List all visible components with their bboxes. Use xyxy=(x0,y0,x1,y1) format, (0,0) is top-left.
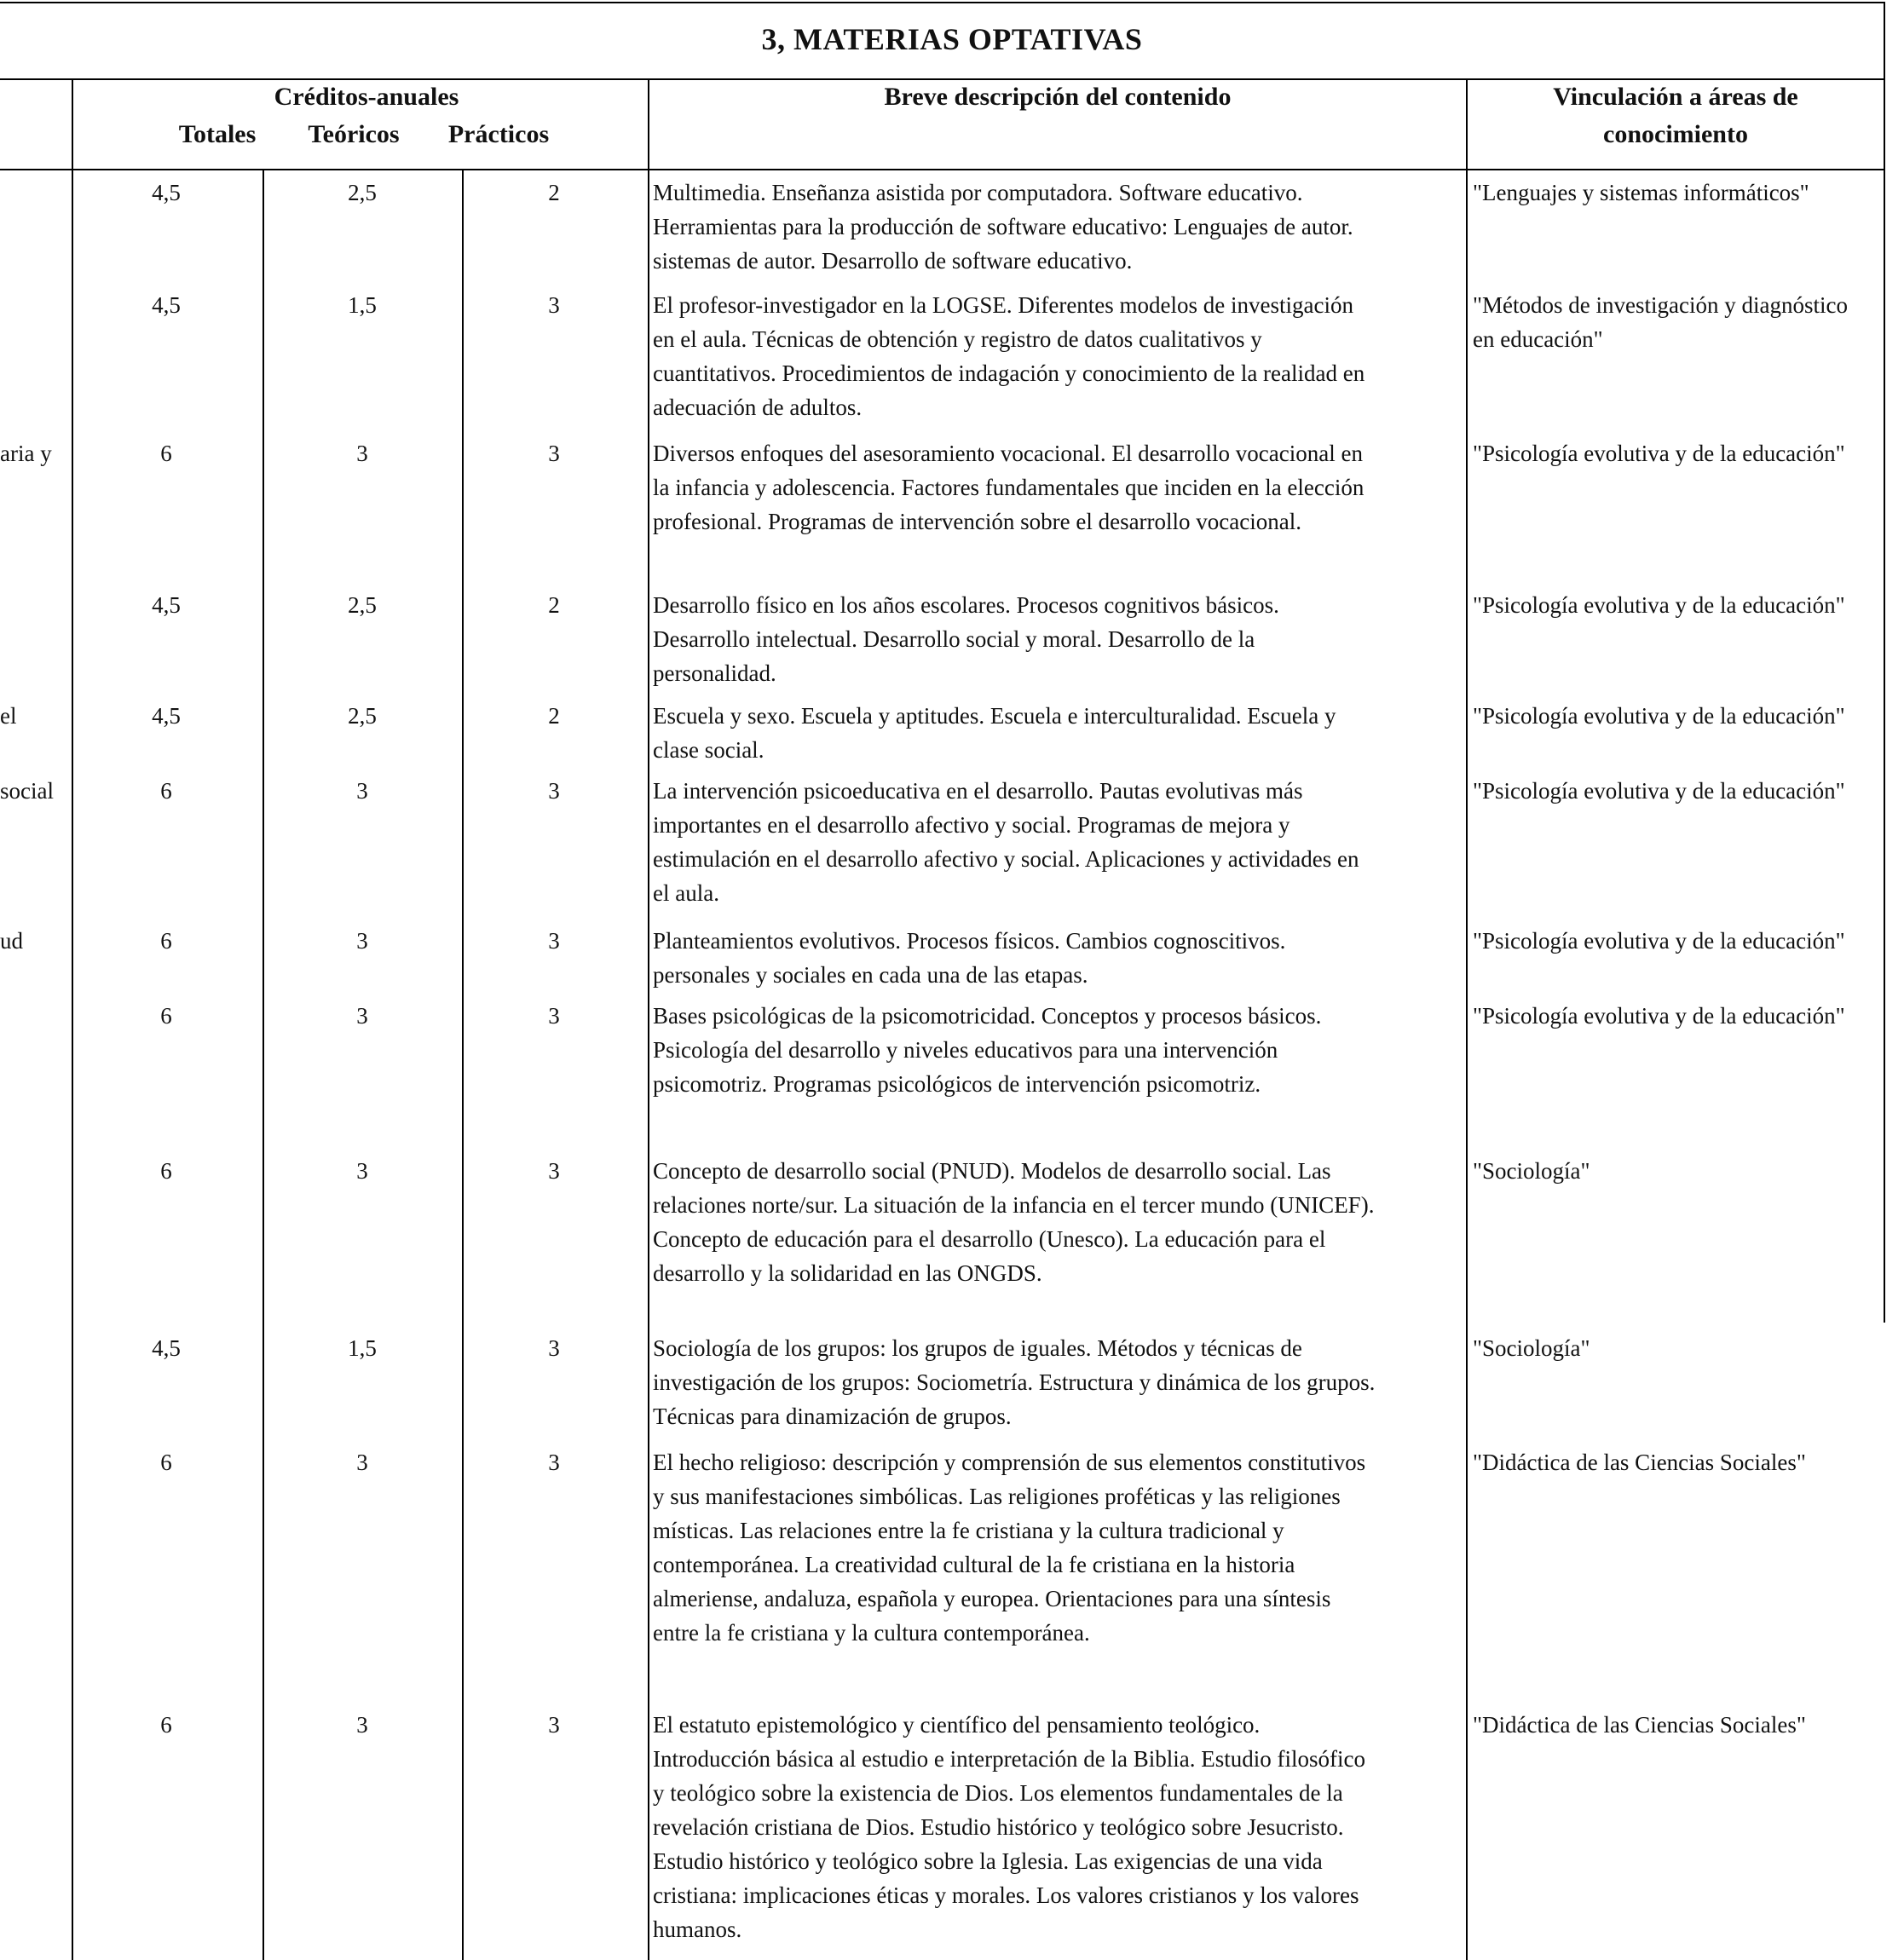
description-line: profesional. Programas de intervención sobre el desarrollo vocacional. xyxy=(653,509,1301,534)
credits-totales: 6 xyxy=(160,1158,172,1184)
subject-name-fragment: aria y xyxy=(0,441,52,466)
credits-teoricos: 2,5 xyxy=(348,703,377,729)
credits-teoricos: 1,5 xyxy=(348,1335,377,1361)
description-line: Planteamientos evolutivos. Procesos físicos. Cambios cognoscitivos. xyxy=(653,928,1286,954)
header-creditos: Créditos-anuales xyxy=(274,83,459,111)
knowledge-area-line: "Didáctica de las Ciencias Sociales" xyxy=(1473,1450,1806,1475)
description-line: personales y sociales en cada una de las etapas. xyxy=(653,962,1088,988)
knowledge-area-line: "Psicología evolutiva y de la educación" xyxy=(1473,703,1845,729)
credits-totales: 6 xyxy=(160,928,172,954)
credits-teoricos: 3 xyxy=(356,928,368,954)
description-line: Escuela y sexo. Escuela y aptitudes. Escuela e interculturalidad. Escuela y xyxy=(653,703,1336,729)
knowledge-area-line: "Psicología evolutiva y de la educación" xyxy=(1473,778,1845,804)
description-line: desarrollo y la solidaridad en las ONGDS. xyxy=(653,1260,1042,1286)
credits-practicos: 3 xyxy=(548,1158,560,1184)
description-line: Bases psicológicas de la psicomotricidad. Conceptos y procesos básicos. xyxy=(653,1003,1322,1029)
description-line: Introducción básica al estudio e interpretación de la Biblia. Estudio filosófico xyxy=(653,1746,1365,1772)
description-line: Técnicas para dinamización de grupos. xyxy=(653,1404,1012,1429)
credits-teoricos: 3 xyxy=(356,441,368,466)
credits-practicos: 2 xyxy=(548,592,560,618)
credits-totales: 6 xyxy=(160,1003,172,1029)
credits-practicos: 3 xyxy=(548,292,560,318)
credits-totales: 4,5 xyxy=(152,592,181,618)
description-line: importantes en el desarrollo afectivo y social. Programas de mejora y xyxy=(653,812,1290,838)
header-vinculacion-line2: conocimiento xyxy=(1603,120,1748,148)
right-border-body xyxy=(1884,78,1885,1323)
description-line: contemporánea. La creatividad cultural de la fe cristiana en la historia xyxy=(653,1552,1295,1577)
description-line: El profesor-investigador en la LOGSE. Diferentes modelos de investigación xyxy=(653,292,1353,318)
description-line: Sociología de los grupos: los grupos de iguales. Métodos y técnicas de xyxy=(653,1335,1302,1361)
description-line: almeriense, andaluza, española y europea. Orientaciones para una síntesis xyxy=(653,1586,1331,1611)
header-totales: Totales xyxy=(178,120,257,148)
credits-teoricos: 3 xyxy=(356,778,368,804)
section-title: 3, MATERIAS OPTATIVAS xyxy=(761,22,1143,56)
col-divider-name xyxy=(72,78,73,1960)
knowledge-area-line: "Sociología" xyxy=(1473,1158,1590,1184)
credits-totales: 4,5 xyxy=(152,703,181,729)
description-line: estimulación en el desarrollo afectivo y social. Aplicaciones y actividades en xyxy=(653,846,1359,872)
description-line: investigación de los grupos: Sociometría. Estructura y dinámica de los grupos. xyxy=(653,1369,1376,1395)
description-line: clase social. xyxy=(653,737,764,763)
col-divider-totales xyxy=(263,169,264,1960)
description-line: y sus manifestaciones simbólicas. Las religiones proféticas y las religiones xyxy=(653,1484,1341,1509)
description-line: Multimedia. Enseñanza asistida por computadora. Software educativo. xyxy=(653,180,1303,205)
credits-teoricos: 3 xyxy=(356,1003,368,1029)
knowledge-area-line: "Psicología evolutiva y de la educación" xyxy=(1473,928,1845,954)
credits-teoricos: 2,5 xyxy=(348,180,377,205)
credits-teoricos: 3 xyxy=(356,1158,368,1184)
credits-totales: 6 xyxy=(160,441,172,466)
knowledge-area-line: "Sociología" xyxy=(1473,1335,1590,1361)
credits-totales: 4,5 xyxy=(152,1335,181,1361)
credits-practicos: 3 xyxy=(548,778,560,804)
credits-practicos: 3 xyxy=(548,1450,560,1475)
description-line: sistemas de autor. Desarrollo de software educativo. xyxy=(653,248,1133,274)
description-line: adecuación de adultos. xyxy=(653,395,863,420)
header-practicos: Prácticos xyxy=(447,120,550,148)
description-line: Concepto de educación para el desarrollo (Unesco). La educación para el xyxy=(653,1226,1326,1252)
credits-totales: 4,5 xyxy=(152,292,181,318)
knowledge-area-line: en educación" xyxy=(1473,326,1603,352)
description-line: Estudio histórico y teológico sobre la Iglesia. Las exigencias de una vida xyxy=(653,1848,1323,1874)
knowledge-area-line: "Psicología evolutiva y de la educación" xyxy=(1473,592,1845,618)
description-line: Herramientas para la producción de software educativo: Lenguajes de autor. xyxy=(653,214,1353,239)
knowledge-area-line: "Didáctica de las Ciencias Sociales" xyxy=(1473,1712,1806,1738)
credits-practicos: 3 xyxy=(548,928,560,954)
credits-practicos: 3 xyxy=(548,441,560,466)
description-line: cuantitativos. Procedimientos de indagación y conocimiento de la realidad en xyxy=(653,360,1365,386)
description-line: La intervención psicoeducativa en el desarrollo. Pautas evolutivas más xyxy=(653,778,1303,804)
credits-practicos: 2 xyxy=(548,180,560,205)
subject-name-fragment: social xyxy=(0,778,54,804)
knowledge-area-line: "Métodos de investigación y diagnóstico xyxy=(1473,292,1848,318)
description-line: entre la fe cristiana y la cultura contemporánea. xyxy=(653,1620,1090,1646)
description-line: humanos. xyxy=(653,1917,742,1942)
credits-totales: 6 xyxy=(160,1450,172,1475)
description-line: relaciones norte/sur. La situación de la infancia en el tercer mundo (UNICEF). xyxy=(653,1192,1375,1218)
description-line: Desarrollo físico en los años escolares. Procesos cognitivos básicos. xyxy=(653,592,1279,618)
subject-name-fragment: el xyxy=(0,703,17,729)
header-bottom-border xyxy=(0,169,1885,170)
credits-practicos: 3 xyxy=(548,1003,560,1029)
description-line: revelación cristiana de Dios. Estudio histórico y teológico sobre Jesucristo. xyxy=(653,1814,1344,1840)
knowledge-area-line: "Lenguajes y sistemas informáticos" xyxy=(1473,180,1809,205)
description-line: en el aula. Técnicas de obtención y registro de datos cualitativos y xyxy=(653,326,1262,352)
credits-practicos: 2 xyxy=(548,703,560,729)
description-line: El estatuto epistemológico y científico del pensamiento teológico. xyxy=(653,1712,1261,1738)
header-descripcion: Breve descripción del contenido xyxy=(884,83,1232,111)
description-line: Diversos enfoques del asesoramiento vocacional. El desarrollo vocacional en xyxy=(653,441,1363,466)
credits-teoricos: 3 xyxy=(356,1712,368,1738)
col-divider-description xyxy=(1466,78,1468,1960)
description-line: el aula. xyxy=(653,880,719,906)
credits-teoricos: 2,5 xyxy=(348,592,377,618)
description-line: Concepto de desarrollo social (PNUD). Modelos de desarrollo social. Las xyxy=(653,1158,1331,1184)
description-line: y teológico sobre la existencia de Dios. Los elementos fundamentales de la xyxy=(653,1780,1343,1806)
knowledge-area-line: "Psicología evolutiva y de la educación" xyxy=(1473,441,1845,466)
col-divider-credits xyxy=(648,78,649,1960)
description-line: cristiana: implicaciones éticas y morales. Los valores cristianos y los valores xyxy=(653,1882,1359,1908)
subject-name-fragment: ud xyxy=(0,928,23,954)
header-vinculacion-line1: Vinculación a áreas de xyxy=(1553,83,1798,111)
credits-totales: 6 xyxy=(160,778,172,804)
credits-teoricos: 1,5 xyxy=(348,292,377,318)
description-line: El hecho religioso: descripción y comprensión de sus elementos constitutivos xyxy=(653,1450,1366,1475)
header-teoricos: Teóricos xyxy=(308,120,400,148)
description-line: psicomotriz. Programas psicológicos de intervención psicomotriz. xyxy=(653,1071,1261,1097)
col-divider-teoricos xyxy=(462,169,464,1960)
credits-teoricos: 3 xyxy=(356,1450,368,1475)
credits-practicos: 3 xyxy=(548,1712,560,1738)
credits-totales: 4,5 xyxy=(152,180,181,205)
credits-totales: 6 xyxy=(160,1712,172,1738)
description-line: la infancia y adolescencia. Factores fundamentales que inciden en la elección xyxy=(653,475,1365,500)
description-line: Psicología del desarrollo y niveles educativos para una intervención xyxy=(653,1037,1278,1063)
description-line: místicas. Las relaciones entre la fe cristiana y la cultura tradicional y xyxy=(653,1518,1284,1543)
description-line: Desarrollo intelectual. Desarrollo social y moral. Desarrollo de la xyxy=(653,626,1255,652)
description-line: personalidad. xyxy=(653,660,776,686)
credits-practicos: 3 xyxy=(548,1335,560,1361)
knowledge-area-line: "Psicología evolutiva y de la educación" xyxy=(1473,1003,1845,1029)
